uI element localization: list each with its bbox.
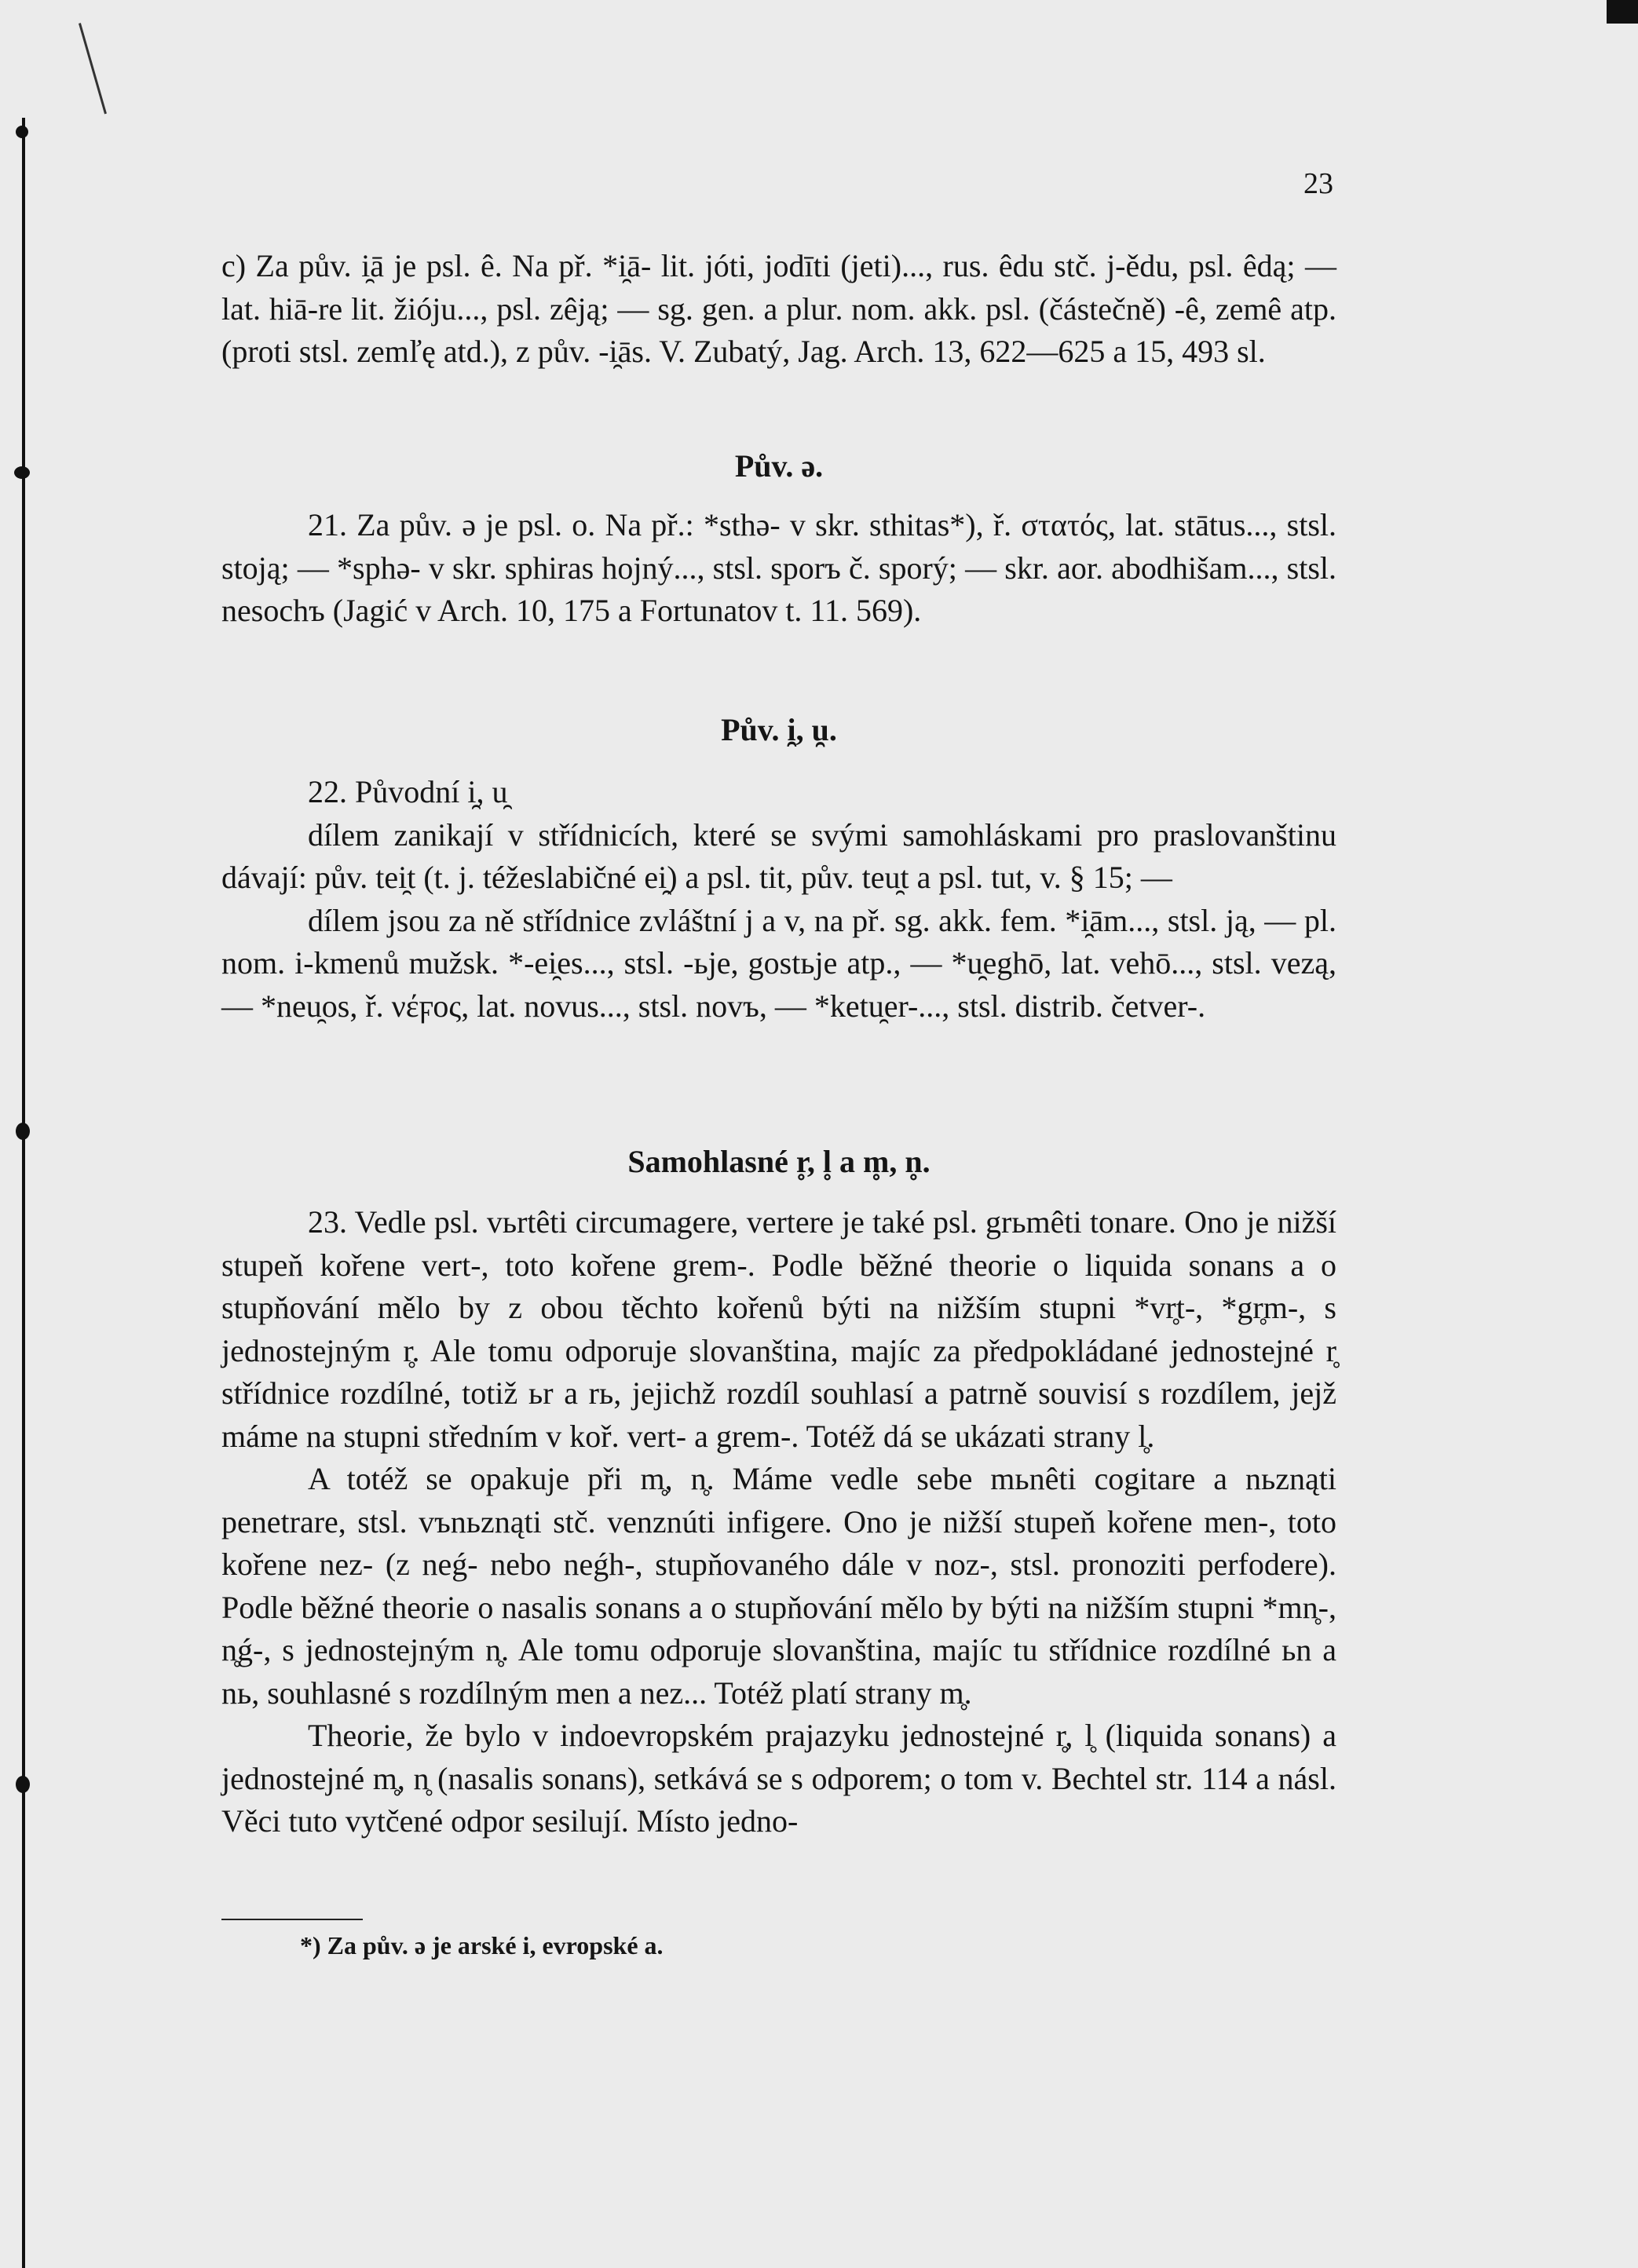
binding-edge-top [79, 23, 107, 114]
section-22 [221, 771, 1336, 1028]
binding-mark [16, 126, 28, 138]
footnote: *) Za pův. ə je arské i, evropské a. [300, 1931, 664, 1959]
scan-corner-mark [1607, 0, 1638, 24]
heading-sonants: Samohlasné r̥, l̥ a m̥, n̥. [627, 1144, 931, 1179]
paragraph: A totéž se opakuje při m̥, n̥. Máme vedle sebe mьnêti cogitare a nьznąti penetrare, stsl. vъnьznąti stč. venznúti infigere. Ono je nižší stupeň kořene men-, toto kořene nez- (z neǵ- nebo neǵh-, stupňovaného dále v noz-, stsl. pronoziti perfodere). Podle běžné theorie o nasalis sonans a o stupňování mělo by býti na nižším stupni *mn̥-, n̥ǵ-, s jednostejným n̥. Ale tomu odporuje slovanština, majíc tu střídnice rozdílné ьn a nь, souhlasné s rozdílným men a nez... Totéž platí strany m̥. [221, 1461, 1336, 1711]
footnote-rule [221, 1919, 363, 1920]
binding-mark [14, 466, 30, 479]
binding-edge [22, 118, 25, 2268]
paragraph: 22. Původní i̯, u̯ [308, 774, 508, 809]
binding-mark [16, 1776, 30, 1793]
paragraph: Theorie, že bylo v indoevropském prajazyku jednostejné r̥, l̥ (liquida sonans) a jednostejné m̥, n̥ (nasalis sonans), setkává se s odporem; o tom v. Bechtel str. 114 a násl. Věci tuto vytčené odpor sesilují. Místo jedno- [221, 1718, 1336, 1839]
paragraph: 23. Vedle psl. vьrtêti circumagere, vertere je také psl. grьmêti tonare. Ono je nižší stupeň kořene vert-, toto kořene grem-. Podle běžné theorie o liquida sonans a o stupňování mělo by z obou těchto kořenů býti na nižším stupni *vr̥t-, *gr̥m-, s jednostejným r̥. Ale tomu odporuje slovanština, majíc za předpokládané jednostejné r̥ střídnice rozdílné, totiž ьr a rь, jejichž rozdíl souhlasí a patrně souvisí s rozdílem, jejž máme na stupni středním v koř. vert- a grem-. Totéž dá se ukázati strany l̥. [221, 1204, 1336, 1454]
paragraph: 21. Za pův. ə je psl. o. Na př.: *sthə- v skr. sthitas*), ř. στατός, lat. stātus..., stsl. stoją; — *sphə- v skr. sphiras hojný..., stsl. sporъ č. sporý; — skr. aor. abodhišam..., stsl. nesochъ (Jagić v Arch. 10, 175 a Fortunatov t. 11. 569). [221, 507, 1336, 628]
page-number: 23 [1303, 167, 1333, 200]
binding-mark [16, 1123, 30, 1140]
section-c-paragraph [221, 245, 1336, 374]
paragraph: dílem jsou za ně střídnice zvláštní j a v, na př. sg. akk. fem. *i̯ām..., stsl. ją, — pl. nom. i-kmenů mužsk. *-ei̯es..., stsl. -ьje, gostьje atp., — *u̯eghō, lat. vehō..., stsl. vezą, — *neu̯os, ř. νέϝος, lat. novus..., stsl. novъ, — *ketu̯er-..., stsl. distrib. četver-. [221, 902, 1336, 1024]
heading-puv-schwa: Pův. ə. [734, 448, 824, 484]
heading-puv-i-u: Pův. i̯, u̯. [721, 712, 837, 747]
paragraph: c) Za pův. i̯ā je psl. ê. Na př. *i̯ā- lit. jóti, jodīti (jeti)..., rus. êdu stč. j-ědu, psl. êdą; — lat. hiā-re lit. žióju..., psl. zêją; — sg. gen. a plur. nom. akk. psl. (částečně) -ê, zemê atp. (proti stsl. zemľę atd.), z pův. -i̯ās. V. Zubatý, Jag. Arch. 13, 622—625 a 15, 493 sl. [221, 248, 1336, 369]
paragraph: dílem zanikají v střídnicích, které se svými samohláskami pro praslovanštinu dávají: pův. tei̯t (t. j. téžeslabičné ei̯) a psl. tit, pův. teu̯t a psl. tut, v. § 15; — [221, 816, 1336, 895]
section-23 [221, 1201, 1336, 1843]
section-21 [221, 504, 1336, 633]
